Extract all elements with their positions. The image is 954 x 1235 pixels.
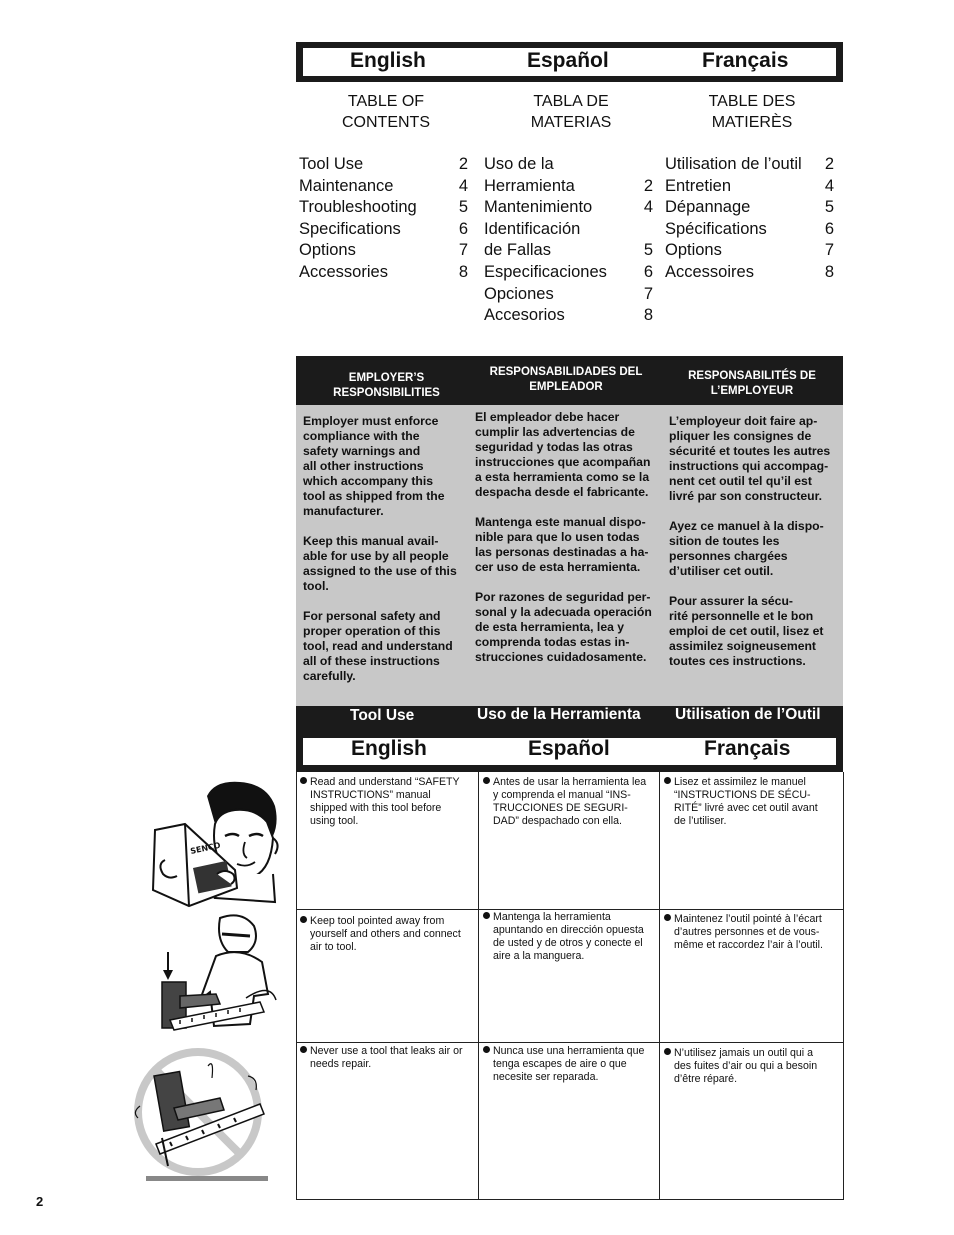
toc-title-line: TABLA DE <box>533 93 609 110</box>
language-header-inner <box>303 48 836 76</box>
toc-entry-label: Herramienta <box>484 176 575 195</box>
language-english: English <box>351 737 427 760</box>
text-line: apuntando en dirección opuesta <box>493 924 644 936</box>
toc-entry-page: 5 <box>458 198 468 217</box>
responsibilities-heading-french <box>666 369 838 399</box>
toc-entry-label: Options <box>665 241 722 260</box>
text-line: sonal y la adecuada operación <box>475 605 652 619</box>
toc-entry-page: 8 <box>824 262 834 281</box>
page-number: 2 <box>36 1194 44 1209</box>
toc-entry-page: 7 <box>824 241 834 260</box>
instruction-cell <box>300 915 476 954</box>
toc-entry <box>484 240 653 262</box>
toc-entry-label: Identificación <box>484 219 581 238</box>
responsibilities-heading-english <box>304 371 469 401</box>
tool-use-title-spanish: Uso de la Herramienta <box>477 706 641 723</box>
text-line: d’utiliser cet outil. <box>669 564 774 578</box>
toc-entry <box>484 284 653 306</box>
responsibility-paragraph <box>475 515 660 575</box>
instruction-cell <box>300 1045 476 1071</box>
text-line: cer uso de esta herramienta. <box>475 560 641 574</box>
text-line: Nunca use una herramienta que <box>493 1045 645 1057</box>
bullet-icon <box>300 916 307 923</box>
text-line: assigned to the use of this <box>303 564 457 578</box>
instruction-cell <box>300 776 476 828</box>
heading-line: RESPONSABILIDADES DEL <box>489 366 643 378</box>
text-line: Keep this manual avail- <box>303 534 439 548</box>
text-line: INSTRUCTIONS” manual <box>310 789 431 801</box>
text-line: L’employeur doit faire ap- <box>669 414 818 428</box>
responsibilities-heading-spanish <box>476 365 656 395</box>
text-line: de esta herramienta, lea y <box>475 620 625 634</box>
toc-entry-page: 2 <box>458 155 468 173</box>
text-line: Keep tool pointed away from <box>310 915 445 927</box>
toc-entry-label: Maintenance <box>299 176 394 195</box>
grid-divider <box>297 909 843 910</box>
toc-entry-label: de Fallas <box>484 241 551 260</box>
heading-line: L’EMPLOYEUR <box>710 385 794 397</box>
text-line: strucciones cuidadosamente. <box>475 650 647 664</box>
toc-entry <box>484 176 653 198</box>
bullet-icon <box>664 777 671 784</box>
text-line: For personal safety and <box>303 609 441 623</box>
tool-use-title-english: Tool Use <box>350 707 415 724</box>
text-line: all other instructions <box>303 459 424 473</box>
text-line: safety warnings and <box>303 444 421 458</box>
instruction-cell <box>664 1047 840 1086</box>
text-line: personnes chargées <box>669 549 788 563</box>
text-line: assimilez soigneusement <box>669 639 816 653</box>
toc-list-english <box>299 154 468 284</box>
text-line: rité personnelle et le bon <box>669 609 814 623</box>
toc-entry-label: Opciones <box>484 284 554 303</box>
text-line: tool. <box>303 579 329 593</box>
responsibility-paragraph <box>669 594 839 669</box>
toc-entry-page: 8 <box>643 306 653 325</box>
text-line: “INSTRUCTIONS DE SÉCU- <box>674 789 811 801</box>
toc-entry-page: 5 <box>643 241 653 260</box>
text-line: air to tool. <box>310 941 357 953</box>
toc-entry <box>665 176 834 198</box>
toc-entry-page: 7 <box>458 241 468 260</box>
responsibilities-header <box>296 356 843 405</box>
toc-entry <box>665 240 834 262</box>
responsibility-paragraph <box>669 414 839 504</box>
bullet-icon <box>300 777 307 784</box>
toc-entry <box>665 154 834 176</box>
bullet-icon <box>664 914 671 921</box>
text-line: y comprenda el manual “INS- <box>493 789 631 801</box>
toc-entry-page: 6 <box>458 219 468 238</box>
heading-line: RESPONSIBILITIES <box>333 387 440 399</box>
text-line: toutes ces instructions. <box>669 654 806 668</box>
toc-entry <box>665 219 834 241</box>
text-line: aire a la manguera. <box>493 950 585 962</box>
responsibilities-text-french <box>669 414 839 684</box>
tool-use-language-bar <box>303 738 836 765</box>
text-line: manufacturer. <box>303 504 384 518</box>
instruction-cell <box>483 776 657 828</box>
instruction-cell <box>483 911 657 963</box>
tool-use-grid <box>296 772 844 1200</box>
heading-line: EMPLEADOR <box>529 381 603 393</box>
text-line: Antes de usar la herramienta lea <box>493 776 647 788</box>
toc-entry-page: 7 <box>643 284 653 303</box>
bullet-icon <box>483 1046 490 1053</box>
text-line: emploi de cet outil, lisez et <box>669 624 824 638</box>
text-line: seguridad y todas las otras <box>475 440 633 454</box>
toc-entry <box>665 197 834 219</box>
reading-manual-illustration <box>145 778 285 908</box>
toc-entry-page: 4 <box>458 176 468 195</box>
text-line: sition de toutes les <box>669 534 780 548</box>
pointed-tool-illustration <box>150 912 280 1042</box>
toc-entry <box>299 262 468 284</box>
toc-entry-label: Tool Use <box>299 155 364 173</box>
toc-title-line: TABLE OF <box>347 93 425 110</box>
heading-line: RESPONSABILITÉS DE <box>688 370 816 382</box>
manual-logo-text: SENCO <box>189 840 222 856</box>
toc-entry-page: 8 <box>458 262 468 281</box>
instruction-cell <box>664 913 840 952</box>
text-line: d’autres personnes et de vous- <box>674 926 820 938</box>
text-line: Mantenga este manual dispo- <box>475 515 646 529</box>
leaking-tool-prohibited-illustration <box>128 1048 273 1183</box>
toc-entry <box>299 197 468 219</box>
toc-entry <box>299 176 468 198</box>
toc-entry-label: Spécifications <box>665 219 767 238</box>
toc-entry <box>484 154 653 176</box>
text-line: carefully. <box>303 669 356 683</box>
toc-entry-label: Specifications <box>299 219 401 238</box>
text-line: a esta herramienta como se la <box>475 470 650 484</box>
responsibility-paragraph <box>669 519 839 579</box>
toc-list-spanish <box>484 154 653 327</box>
text-line: tool, read and understand <box>303 639 453 653</box>
toc-entry <box>484 219 653 241</box>
toc-list-french <box>665 154 834 284</box>
toc-entry-label: Troubleshooting <box>299 198 417 217</box>
toc-entry-label: Uso de la <box>484 155 554 173</box>
text-line: Maintenez l’outil pointé à l’écart <box>674 913 822 925</box>
text-line: Lisez et assimilez le manuel <box>674 776 806 788</box>
toc-title-line: TABLE DES <box>708 93 796 110</box>
responsibility-paragraph <box>475 590 660 665</box>
grid-divider <box>478 772 479 1199</box>
toc-entry <box>299 240 468 262</box>
language-french: Français <box>704 737 791 760</box>
toc-title-spanish <box>491 91 651 133</box>
bullet-icon <box>483 777 490 784</box>
responsibility-paragraph <box>303 414 471 519</box>
toc-entry-page: 5 <box>824 198 834 217</box>
text-line: livré par son constructeur. <box>669 489 823 503</box>
text-line: de l’utiliser. <box>674 815 727 827</box>
text-line: comprenda todas estas in- <box>475 635 630 649</box>
text-line: d’être réparé. <box>674 1073 738 1085</box>
text-line: instrucciones que acompañan <box>475 455 651 469</box>
toc-title-line: MATERIAS <box>530 114 612 131</box>
grid-divider <box>297 1042 843 1043</box>
toc-title-english <box>306 91 466 133</box>
text-line: RITÉ” livré avec cet outil avant <box>674 802 818 814</box>
tool-use-header <box>296 706 843 772</box>
text-line: Mantenga la herramienta <box>493 911 611 923</box>
toc-entry <box>299 154 468 176</box>
toc-title-line: MATIERÈS <box>711 114 793 131</box>
instruction-cell <box>483 1045 657 1084</box>
toc-entry <box>484 197 653 219</box>
bullet-icon <box>483 912 490 919</box>
toc-entry-label: Accessoires <box>665 262 754 281</box>
text-line: needs repair. <box>310 1058 372 1070</box>
text-line: yourself and others and connect <box>310 928 461 940</box>
responsibility-paragraph <box>303 609 471 684</box>
toc-entry-label: Accesorios <box>484 306 565 325</box>
bullet-icon <box>664 1048 671 1055</box>
text-line: cumplir las advertencias de <box>475 425 635 439</box>
responsibility-paragraph <box>303 534 471 594</box>
text-line: même et raccordez l’air à l’outil. <box>674 939 823 951</box>
text-line: using tool. <box>310 815 359 827</box>
language-spanish: Español <box>528 737 610 760</box>
text-line: all of these instructions <box>303 654 440 668</box>
text-line: Employer must enforce <box>303 414 439 428</box>
language-spanish: Español <box>527 49 609 72</box>
toc-entry-page: 2 <box>643 176 653 195</box>
text-line: sécurité et toutes les autres <box>669 444 831 458</box>
text-line: nent cet outil tel qu’il est <box>669 474 812 488</box>
toc-entry-page: 6 <box>643 262 653 281</box>
text-line: des fuites d’air ou qui a besoin <box>674 1060 818 1072</box>
toc-entry-page: 4 <box>643 198 653 217</box>
language-english: English <box>350 49 426 72</box>
text-line: tenga escapes de aire o que <box>493 1058 627 1070</box>
text-line: Read and understand “SAFETY <box>310 776 460 788</box>
text-line: instructions qui accompag- <box>669 459 829 473</box>
text-line: able for use by all people <box>303 549 449 563</box>
toc-title-line: CONTENTS <box>342 114 430 131</box>
text-line: Ayez ce manuel à la dispo- <box>669 519 824 533</box>
text-line: necesite ser reparada. <box>493 1071 599 1083</box>
text-line: N’utilisez jamais un outil qui a <box>674 1047 813 1059</box>
language-header <box>296 42 843 82</box>
heading-line: EMPLOYER’S <box>348 372 425 384</box>
text-line: tool as shipped from the <box>303 489 445 503</box>
text-line: proper operation of this <box>303 624 441 638</box>
toc-entry-page: 2 <box>824 155 834 173</box>
text-line: which accompany this <box>303 474 434 488</box>
toc-entry-page: 6 <box>824 219 834 238</box>
toc-entry-page: 4 <box>824 176 834 195</box>
toc-entry <box>299 219 468 241</box>
toc-entry <box>665 262 834 284</box>
text-line: El empleador debe hacer <box>475 410 620 424</box>
text-line: despacha desde el fabricante. <box>475 485 649 499</box>
toc-entry-label: Especificaciones <box>484 262 607 281</box>
toc-entry <box>484 262 653 284</box>
toc-entry <box>484 305 653 327</box>
toc-entry-label: Dépannage <box>665 198 751 217</box>
text-line: Never use a tool that leaks air or <box>310 1045 463 1057</box>
grid-divider <box>659 772 660 1199</box>
toc-entry-label: Options <box>299 241 356 260</box>
text-line: TRUCCIONES DE SEGURI- <box>493 802 628 814</box>
responsibility-paragraph <box>475 410 660 500</box>
toc-entry-label: Entretien <box>665 176 732 195</box>
tool-use-title-french: Utilisation de l’Outil <box>675 706 821 723</box>
text-line: DAD” despachado con ella. <box>493 815 622 827</box>
responsibilities-body <box>296 405 843 706</box>
text-line: nible para que lo usen todas <box>475 530 640 544</box>
toc-entry-label: Utilisation de l’outil <box>665 155 802 173</box>
text-line: compliance with the <box>303 429 420 443</box>
text-line: shipped with this tool before <box>310 802 442 814</box>
bullet-icon <box>300 1046 307 1053</box>
text-line: de usted y de otros y conecte el <box>493 937 643 949</box>
text-line: Pour assurer la sécu- <box>669 594 793 608</box>
instruction-cell <box>664 776 840 828</box>
responsibilities-text-spanish <box>475 410 660 680</box>
language-french: Français <box>702 49 789 72</box>
text-line: Por razones de seguridad per- <box>475 590 651 604</box>
toc-entry-label: Accessories <box>299 262 388 281</box>
text-line: pliquer les consignes de <box>669 429 812 443</box>
responsibilities-text-english <box>303 414 471 699</box>
text-line: las personas destinadas a ha- <box>475 545 649 559</box>
toc-entry-label: Mantenimiento <box>484 198 593 217</box>
toc-title-french <box>672 91 832 133</box>
